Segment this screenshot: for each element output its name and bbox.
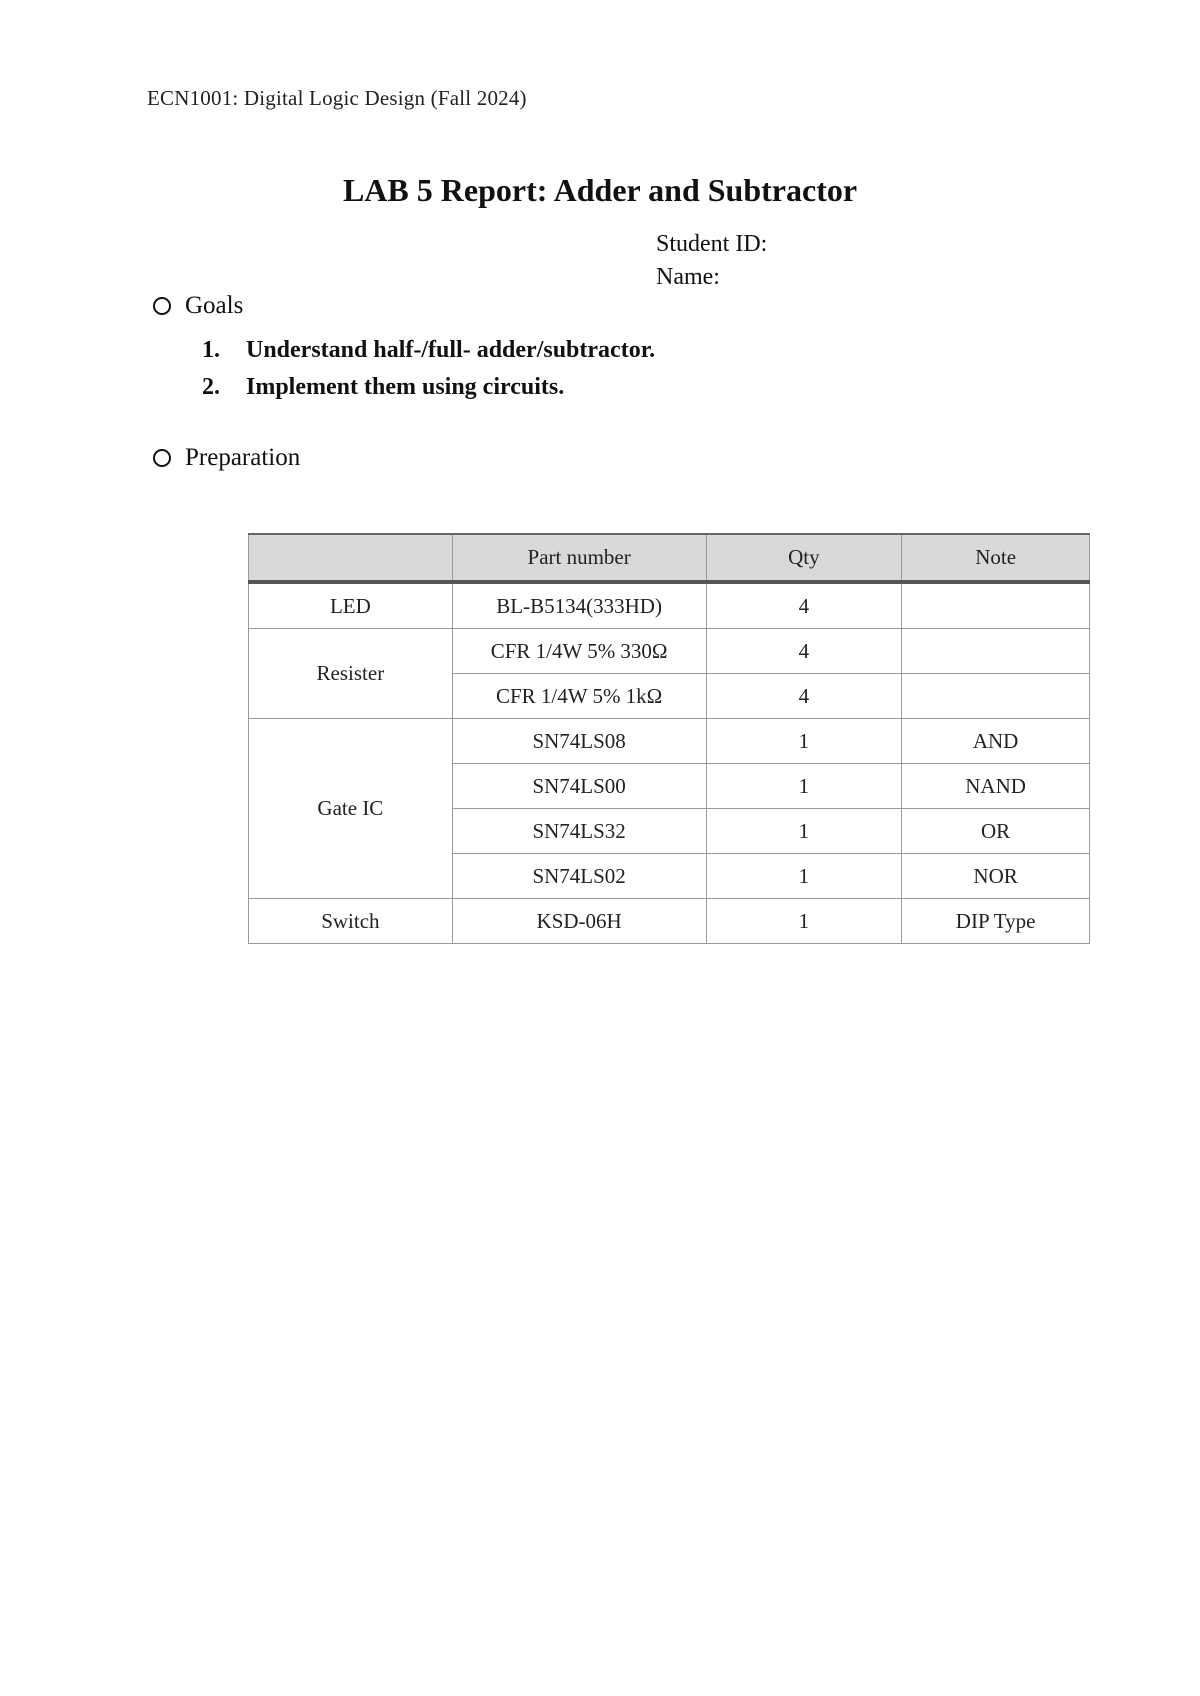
cell-qty: 1 <box>706 899 902 944</box>
page-title: LAB 5 Report: Adder and Subtractor <box>342 172 858 208</box>
cell-group: Resister <box>249 629 453 719</box>
cell-note <box>902 582 1090 629</box>
cell-group: Gate IC <box>249 719 453 899</box>
cell-qty: 4 <box>706 582 902 629</box>
student-name-label: Name: <box>656 264 720 290</box>
table-row <box>249 582 1090 629</box>
cell-qty: 1 <box>706 719 902 764</box>
cell-qty: 1 <box>706 809 902 854</box>
goals-list <box>202 332 655 406</box>
table-row <box>249 629 1090 674</box>
cell-note: DIP Type <box>902 899 1090 944</box>
preparation-heading-text: Preparation <box>185 444 301 471</box>
cell-part-number: CFR 1/4W 5% 330Ω <box>452 629 706 674</box>
cell-part-number: CFR 1/4W 5% 1kΩ <box>452 674 706 719</box>
cell-note: AND <box>902 719 1090 764</box>
cell-note <box>902 674 1090 719</box>
cell-note: NOR <box>902 854 1090 899</box>
table-header-row <box>249 534 1090 582</box>
cell-qty: 1 <box>706 764 902 809</box>
cell-group: LED <box>249 582 453 629</box>
list-item-text: Understand half-/full- adder/subtractor. <box>246 337 656 363</box>
list-item <box>202 332 655 369</box>
list-item-number: 2. <box>202 374 220 400</box>
cell-part-number: BL-B5134(333HD) <box>452 582 706 629</box>
cell-note: NAND <box>902 764 1090 809</box>
column-header-part-number: Part number <box>452 534 706 582</box>
list-item-number: 1. <box>202 337 220 363</box>
column-header-component <box>249 534 453 582</box>
circle-bullet-icon <box>153 297 171 315</box>
goals-heading-text: Goals <box>185 292 244 319</box>
cell-note: OR <box>902 809 1090 854</box>
cell-part-number: SN74LS32 <box>452 809 706 854</box>
cell-qty: 4 <box>706 674 902 719</box>
cell-note <box>902 629 1090 674</box>
student-info <box>656 228 767 294</box>
list-item <box>202 369 655 406</box>
cell-qty: 1 <box>706 854 902 899</box>
preparation-heading <box>153 444 300 472</box>
circle-bullet-icon <box>153 449 171 467</box>
cell-part-number: KSD-06H <box>452 899 706 944</box>
course-header: ECN1001: Digital Logic Design (Fall 2024) <box>147 86 527 110</box>
column-header-note: Note <box>902 534 1090 582</box>
student-id-label: Student ID: <box>656 231 768 257</box>
goals-heading <box>153 292 243 320</box>
cell-qty: 4 <box>706 629 902 674</box>
cell-part-number: SN74LS00 <box>452 764 706 809</box>
column-header-qty: Qty <box>706 534 902 582</box>
cell-group: Switch <box>249 899 453 944</box>
parts-table <box>248 533 1090 944</box>
table-row <box>249 899 1090 944</box>
cell-part-number: SN74LS02 <box>452 854 706 899</box>
cell-part-number: SN74LS08 <box>452 719 706 764</box>
list-item-text: Implement them using circuits. <box>246 374 565 400</box>
table-row <box>249 719 1090 764</box>
